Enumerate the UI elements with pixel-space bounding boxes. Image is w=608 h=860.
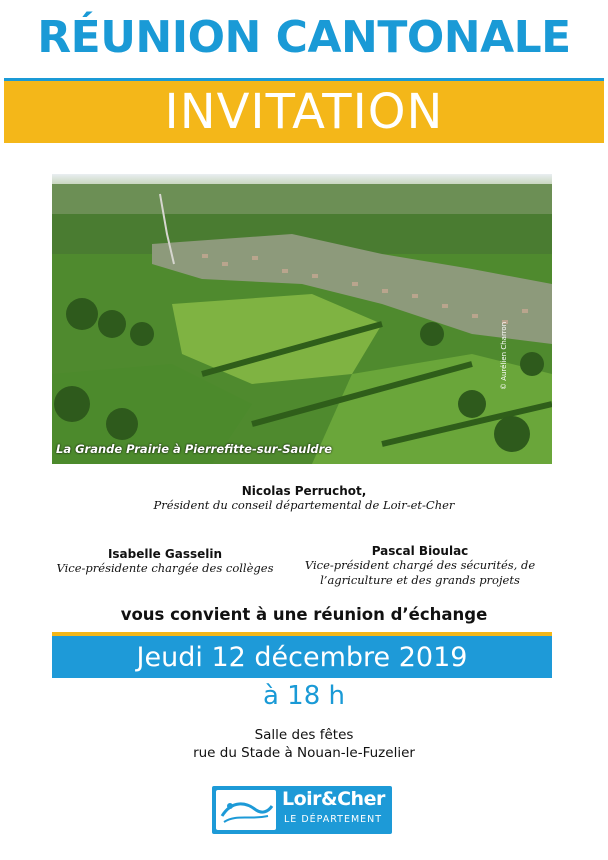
department-logo <box>212 786 392 834</box>
aerial-photo <box>52 174 552 464</box>
date-banner-stripe <box>52 632 552 636</box>
photo-credit: © Aurélien Charron <box>500 321 508 390</box>
vice-president-left <box>50 547 280 576</box>
host-block <box>104 484 504 513</box>
host-role: Président du conseil départemental de Loir-et-Cher <box>153 498 455 512</box>
invitation-heading: INVITATION <box>164 84 444 140</box>
right-role-line2: l’agriculture et des grands projets <box>320 573 520 587</box>
logo-mark-icon <box>216 790 276 830</box>
banner-stripe <box>4 78 604 81</box>
left-role: Vice-présidente chargée des collèges <box>56 561 274 575</box>
event-date: Jeudi 12 décembre 2019 <box>136 642 468 673</box>
vice-president-right <box>300 544 540 588</box>
venue-line2: rue du Stade à Nouan-le-Fuzelier <box>193 745 415 761</box>
left-name: Isabelle Gasselin <box>107 547 223 561</box>
landscape-image <box>52 174 552 464</box>
right-role-line1: Vice-président chargé des sécurités, de <box>304 558 536 572</box>
event-time: à 18 h <box>262 681 346 711</box>
host-name: Nicolas Perruchot, <box>241 484 367 498</box>
right-name: Pascal Bioulac <box>371 544 469 558</box>
page-title: RÉUNION CANTONALE <box>37 12 571 63</box>
convene-text: vous convient à une réunion d’échange <box>120 605 488 624</box>
photo-caption: La Grande Prairie à Pierrefitte-sur-Sauldre <box>56 442 333 456</box>
logo-brand: Loir&Cher <box>282 788 385 810</box>
venue-block <box>0 726 608 762</box>
venue-line1: Salle des fêtes <box>254 727 354 743</box>
logo-subtitle: LE DÉPARTEMENT <box>284 814 383 825</box>
